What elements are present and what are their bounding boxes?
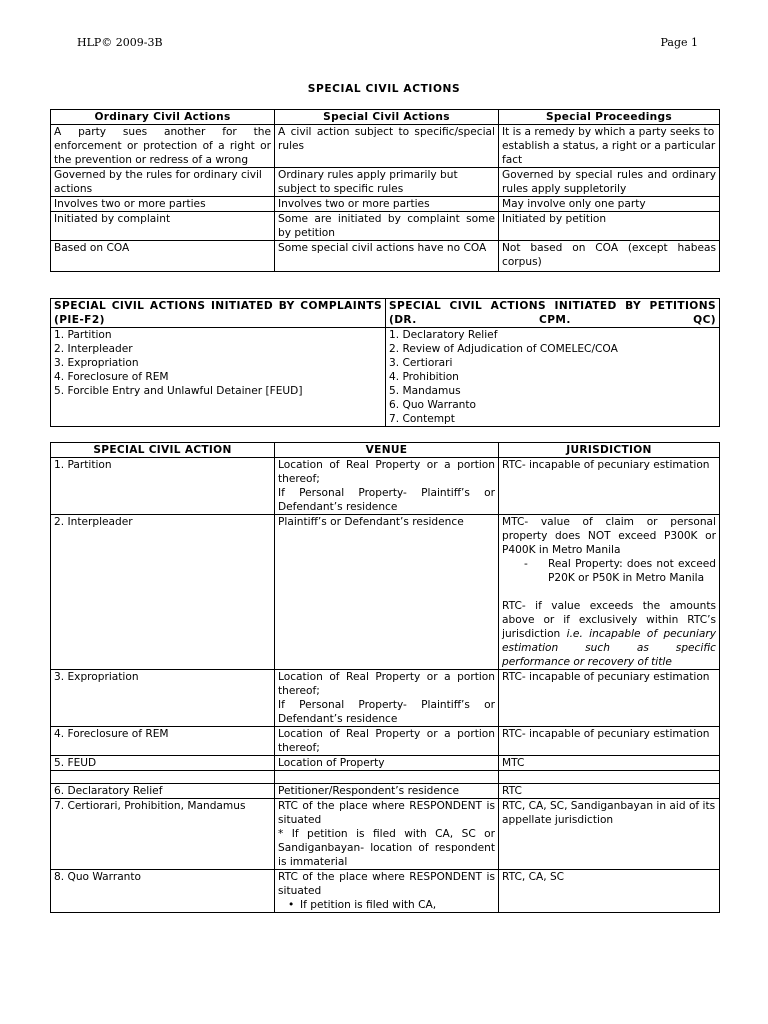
jurisdiction-text: RTC- if value exceeds the amounts above or if exclusively within RTC’s jurisdiction	[502, 600, 716, 640]
table-cell: Not based on COA (except habeas corpus)	[499, 241, 720, 272]
initiation-table	[50, 298, 720, 427]
jurisdiction-text: Real Property: does not exceed P20K or P50K in Metro Manila	[548, 558, 716, 584]
list-item: 1. Partition	[54, 329, 112, 341]
dash-list-item	[502, 557, 716, 585]
table-row	[51, 756, 720, 771]
jurisdiction-cell: RTC- incapable of pecuniary estimation	[499, 458, 720, 515]
column-header: VENUE	[275, 443, 499, 458]
venue-text: * If petition is filed with CA, SC or Sandiganbayan- location of respondent is immaterial	[278, 828, 495, 868]
column-header: Special Civil Actions	[275, 110, 499, 125]
action-cell: 1. Partition	[51, 458, 275, 515]
venue-cell	[275, 670, 499, 727]
column-header: Ordinary Civil Actions	[51, 110, 275, 125]
venue-cell: Location of Property	[275, 756, 499, 771]
table-cell: May involve only one party	[499, 197, 720, 212]
jurisdiction-cell	[499, 515, 720, 670]
list-item: 5. Forcible Entry and Unlawful Detainer [FEUD]	[54, 385, 303, 397]
empty-cell	[51, 771, 275, 784]
table-header-row	[51, 443, 720, 458]
venue-cell: Location of Real Property or a portion thereof;	[275, 727, 499, 756]
jurisdiction-text	[502, 599, 716, 669]
jurisdiction-cell: RTC- incapable of pecuniary estimation	[499, 670, 720, 727]
list-item: 3. Expropriation	[54, 357, 139, 369]
spacer	[502, 585, 716, 599]
action-cell: 6. Declaratory Relief	[51, 784, 275, 799]
table-cell: Initiated by complaint	[51, 212, 275, 241]
bullet-list-item	[278, 898, 495, 912]
empty-cell	[275, 771, 499, 784]
list-item: 1. Declaratory Relief	[389, 329, 498, 341]
venue-cell: Plaintiff’s or Defendant’s residence	[275, 515, 499, 670]
table-cell: Based on COA	[51, 241, 275, 272]
list-item: 7. Contempt	[389, 413, 455, 425]
column-header: JURISDICTION	[499, 443, 720, 458]
table-cell: Ordinary rules apply primarily but subject to specific rules	[275, 168, 499, 197]
table-cell: It is a remedy by which a party seeks to establish a status, a right or a particular fact	[499, 125, 720, 168]
bullet-marker: •	[288, 899, 295, 911]
table-cell: A civil action subject to specific/special rules	[275, 125, 499, 168]
table-row	[51, 458, 720, 515]
action-cell: 8. Quo Warranto	[51, 870, 275, 913]
jurisdiction-cell: RTC, CA, SC, Sandiganbayan in aid of its appellate jurisdiction	[499, 799, 720, 870]
jurisdiction-cell: RTC, CA, SC	[499, 870, 720, 913]
table-cell: Involves two or more parties	[51, 197, 275, 212]
jurisdiction-text: MTC- value of claim or personal property does NOT exceed P300K or P400K in Metro Manila	[502, 516, 716, 556]
venue-text: RTC of the place where RESPONDENT is situated	[278, 800, 495, 826]
empty-cell	[499, 771, 720, 784]
petitions-list	[386, 328, 720, 427]
table-row	[51, 328, 720, 427]
empty-row	[51, 771, 720, 784]
complaints-list	[51, 328, 386, 427]
action-cell: 2. Interpleader	[51, 515, 275, 670]
venue-text: Location of Real Property or a portion thereof;	[278, 459, 495, 485]
table-row	[51, 125, 720, 168]
venue-text: RTC of the place where RESPONDENT is situated	[278, 871, 495, 897]
venue-cell	[275, 458, 499, 515]
table-header-row	[51, 299, 720, 328]
jurisdiction-cell: RTC- incapable of pecuniary estimation	[499, 727, 720, 756]
table-cell: Some special civil actions have no COA	[275, 241, 499, 272]
list-item: 2. Interpleader	[54, 343, 133, 355]
list-item: 4. Foreclosure of REM	[54, 371, 169, 383]
column-header: Special Proceedings	[499, 110, 720, 125]
document-title: SPECIAL CIVIL ACTIONS	[307, 83, 461, 95]
table-cell: Initiated by petition	[499, 212, 720, 241]
petitions-header: SPECIAL CIVIL ACTIONS INITIATED BY PETITIONS (DR. CPM. QC)	[386, 299, 720, 328]
table-row	[51, 168, 720, 197]
jurisdiction-cell: MTC	[499, 756, 720, 771]
table-row	[51, 670, 720, 727]
action-cell: 5. FEUD	[51, 756, 275, 771]
action-cell: 3. Expropriation	[51, 670, 275, 727]
action-cell: 4. Foreclosure of REM	[51, 727, 275, 756]
table-row	[51, 212, 720, 241]
venue-text: If Personal Property- Plaintiff’s or Defendant’s residence	[278, 487, 495, 513]
table-header-row	[51, 110, 720, 125]
list-item: 5. Mandamus	[389, 385, 461, 397]
table-cell: Involves two or more parties	[275, 197, 499, 212]
table-cell: Some are initiated by complaint some by petition	[275, 212, 499, 241]
table-cell: Governed by the rules for ordinary civil actions	[51, 168, 275, 197]
list-item: 2. Review of Adjudication of COMELEC/COA	[389, 343, 618, 355]
venue-text: Location of Real Property or a portion thereof;	[278, 671, 495, 697]
action-cell: 7. Certiorari, Prohibition, Mandamus	[51, 799, 275, 870]
table-cell: Governed by special rules and ordinary rules apply suppletorily	[499, 168, 720, 197]
complaints-header: SPECIAL CIVIL ACTIONS INITIATED BY COMPLAINTS (PIE-F2)	[51, 299, 386, 328]
jurisdiction-italic: i.e. incapable of pecuniary estimation such as specific performance or recovery of title	[502, 628, 716, 668]
table-row	[51, 241, 720, 272]
venue-text: If Personal Property- Plaintiff’s or Defendant’s residence	[278, 699, 495, 725]
list-item: 3. Certiorari	[389, 357, 453, 369]
table-row	[51, 799, 720, 870]
table-row	[51, 515, 720, 670]
venue-cell: Petitioner/Respondent’s residence	[275, 784, 499, 799]
list-item: 4. Prohibition	[389, 371, 459, 383]
dash-marker: -	[524, 558, 528, 570]
column-header: SPECIAL CIVIL ACTION	[51, 443, 275, 458]
page-number: Page 1	[660, 36, 698, 49]
jurisdiction-cell: RTC	[499, 784, 720, 799]
venue-cell	[275, 799, 499, 870]
table-row	[51, 784, 720, 799]
actions-comparison-table	[50, 109, 720, 272]
venue-jurisdiction-table	[50, 442, 720, 913]
table-cell: A party sues another for the enforcement or protection of a right or the prevention or redress of a wrong	[51, 125, 275, 168]
venue-text: If petition is filed with CA,	[300, 899, 437, 911]
table-row	[51, 870, 720, 913]
table-row	[51, 197, 720, 212]
header-left: HLP© 2009-3B	[77, 36, 163, 49]
table-row	[51, 727, 720, 756]
venue-cell	[275, 870, 499, 913]
list-item: 6. Quo Warranto	[389, 399, 477, 411]
